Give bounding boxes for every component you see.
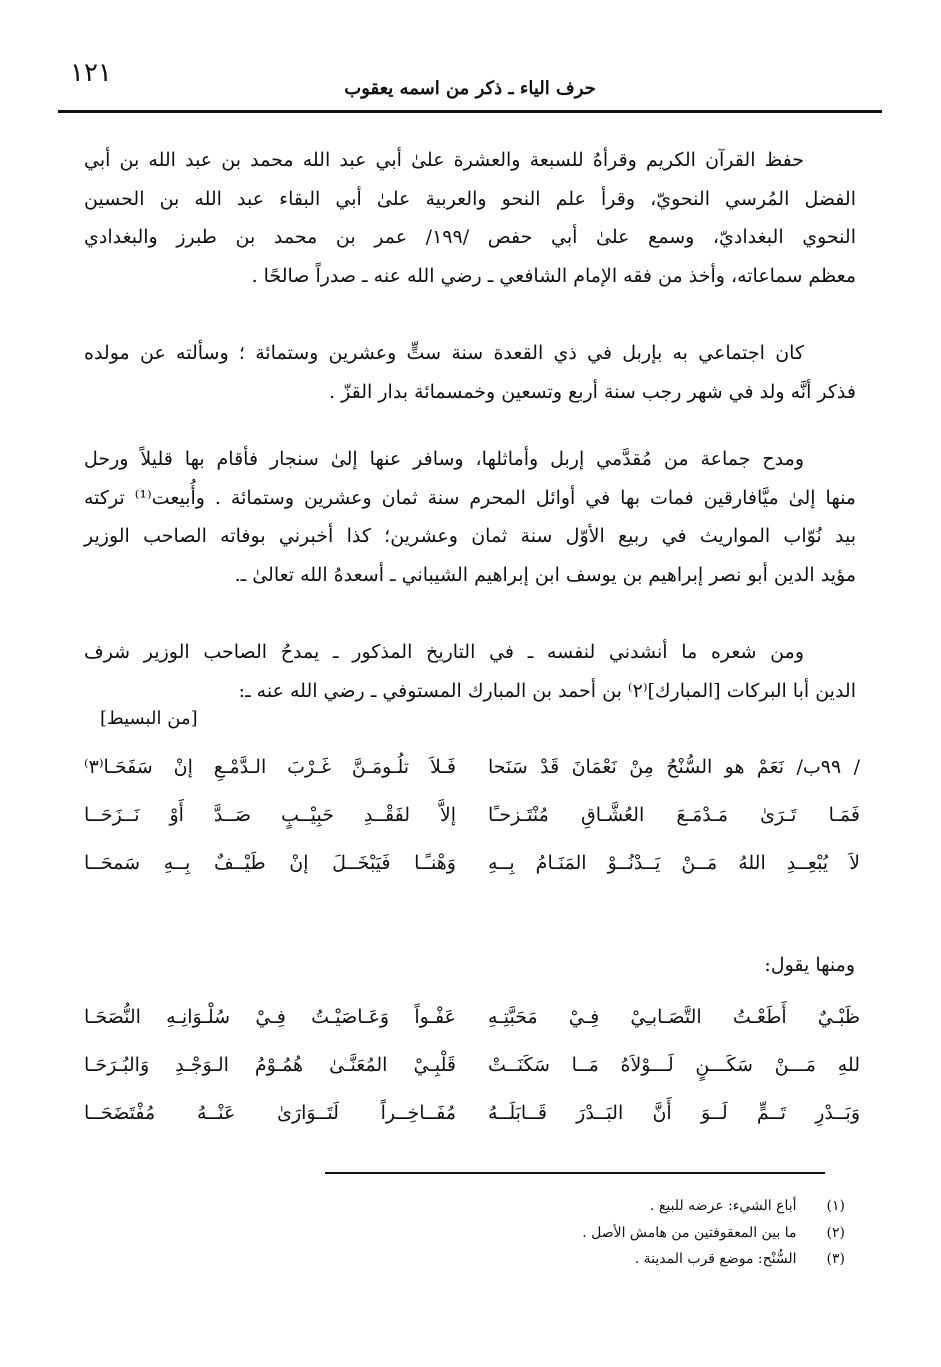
- footnote-rule: [325, 1172, 825, 1174]
- verse-second-hemistich: عَفْـواً وَعَـاصَيْـتُ فِـيْ سُلْـوَانِـهِ النُّصَحَـا: [84, 1006, 456, 1028]
- verse-first-hemistich: ظَبْـيٌ أَطَعْـتُ التَّصَـابـِيْ فِـيْ مَحَبَّتِـهِ: [488, 1006, 860, 1028]
- verse-first-hemistich: / ٩٩ب/ نَعَمْ هو السُّنْحُ مِنْ نَعْمَانَ قَدْ سَنَحا: [488, 756, 860, 778]
- verse-second-hemistich: قَلْبِـيْ المُعَنَّـىٰ هُمُـوْمُ الـوَجْـدِ وَالبُـرَحَـا: [84, 1054, 456, 1076]
- verse-line: [84, 1054, 860, 1102]
- paragraph-2: [84, 334, 856, 411]
- verse-first-hemistich: وَبَــدْرِ تَــمٍّ لَــوَ أَنَّ البَــدْرَ قَــابَلَــهُ: [488, 1102, 860, 1124]
- text-line: الفضل المُرسي النحويّ، وقرأ علم النحو والعربية علىٰ أبي البقاء عبد الله بن الحسين: [84, 187, 856, 210]
- verse-line: [84, 1006, 860, 1054]
- paragraph-4: [84, 633, 856, 710]
- footnote-number: (٣): [826, 1251, 845, 1267]
- text-line: كان اجتماعي به بإربل في ذي القعدة سنة ستٍّ وعشرين وستمائة ؛ وسألته عن مولده: [84, 342, 804, 364]
- verse-first-hemistich: للهِ مَـــنْ سَكَـــنٍ لَـــوْلاَهُ مَــا سَكَنَــتْ: [488, 1054, 860, 1076]
- footnote-text: أباع الشيء: عرضه للبيع .: [650, 1198, 797, 1214]
- footnote-text: ما بين المعقوفتين من هامش الأصل .: [582, 1225, 797, 1241]
- text-line: معظم سماعاته، وأخذ من فقه الإمام الشافعي ـ رضي الله عنه ـ صدراً صالحًا .: [251, 264, 856, 287]
- footnote-number: (١): [826, 1198, 845, 1214]
- footnote-number: (٢): [826, 1225, 845, 1241]
- verse-line: [84, 1102, 860, 1150]
- running-title: حرف الياء ـ ذكر من اسمه يعقوب: [344, 78, 596, 99]
- footnote: [635, 1251, 845, 1267]
- text-line: حفظ القرآن الكريم وقرأهُ للسبعة والعشرة علىٰ أبي عبد الله محمد بن عبد الله بن أبي: [84, 149, 804, 171]
- verse-line: [84, 756, 860, 804]
- text-line: منها إلىٰ ميَّافارقين فمات بها في أوائل المحرم سنة ثمان وعشرين وستمائة . وأُبيعت⁽¹⁾ تركته: [84, 486, 856, 509]
- verse-second-hemistich: مُفَــاخِــراً لَتَــوَارَىٰ عَنْــهُ مُفْتَضَحَــا: [84, 1102, 456, 1124]
- text-line: فذكر أنَّه ولد في شهر رجب سنة أربع وتسعين وخمسمائة بدار القزّ .: [329, 380, 856, 403]
- footnote-text: السُّنْح: موضع قرب المدينة .: [634, 1251, 797, 1267]
- verse-second-hemistich: وَهْنـًـا فَيَبْخَــلَ إنْ طَيْــفٌ بِــهِ سَمحَــا: [84, 852, 456, 874]
- text-line: ومدح جماعة من مُقدَّمي إربل وأماثلها، وسافر عنها إلىٰ سنجار فأقام بها قليلاً ورحل: [84, 448, 804, 470]
- footnote: [650, 1198, 845, 1214]
- poem-intro: ومنها يقول:: [764, 954, 855, 976]
- verse-second-hemistich: فَـلاَ تلُـومَـنَّ غَـرْبَ الـدَّمْـعِ إنْ سَفَحَـا⁽٣⁾: [84, 756, 456, 778]
- poem-meter-label: [من البسيط]: [100, 708, 198, 729]
- paragraph-3: [84, 440, 856, 594]
- text-line: ومن شعره ما أنشدني لنفسه ـ في التاريخ المذكور ـ يمدحُ الصاحب الوزير شرف: [84, 641, 804, 663]
- verse-second-hemistich: إلاَّ لفَقْــدِ حَبِيْــبٍ صَــدَّ أَوْ نَــزَحَــا: [84, 804, 456, 826]
- verse-line: [84, 804, 860, 852]
- header-rule: [58, 110, 882, 113]
- footnote: [582, 1225, 845, 1241]
- verse-first-hemistich: فَمَـا تَـرَىٰ مَـدْمَـعَ العُشَّـاقِ مُنْتَـزحـًا: [488, 804, 860, 826]
- text-line: مؤيد الدين أبو نصر إبراهيم بن يوسف ابن إبراهيم الشيباني ـ أسعدهُ الله تعالىٰ ـ.: [234, 563, 856, 586]
- text-line: الدين أبا البركات [المبارك]⁽٢⁾ بن أحمد بن المبارك المستوفي ـ رضي الله عنه ـ:: [238, 679, 856, 702]
- verse-first-hemistich: لاَ يُبْعِــدِ اللهُ مَــنْ يَــدْنُــوْ المَنَـامُ بِــهِ: [488, 852, 860, 874]
- page-number: ١٢١: [70, 58, 112, 88]
- verse-line: [84, 852, 860, 900]
- text-line: بيد نُوّاب المواريث في ربيع الأوّل سنة ثمان وعشرين؛ كذا أخبرني بوفاته الصاحب الوزير: [84, 525, 856, 547]
- paragraph-1: [84, 141, 856, 295]
- text-line: النحوي البغداديّ، وسمع علىٰ أبي حفص /١٩٩/ عمر بن محمد بن طبرز والبغدادي: [84, 226, 856, 248]
